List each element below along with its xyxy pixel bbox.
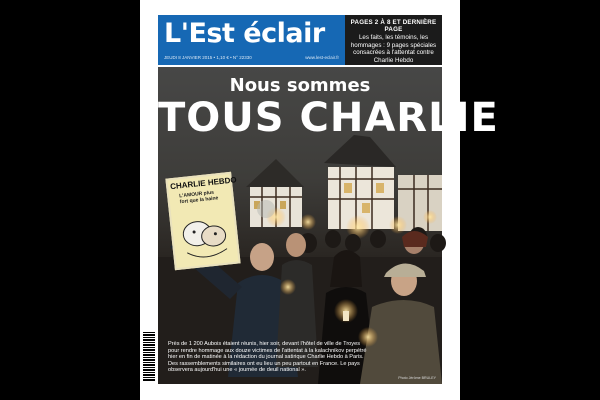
photo-credit: Photo Jérôme BRULEY <box>398 376 436 380</box>
newspaper-front-page <box>140 0 499 400</box>
newspaper-logo: L'Est éclair <box>164 18 325 49</box>
teaser-pages: PAGES 2 À 8 ET DERNIÈRE PAGE <box>350 19 437 33</box>
sign-subtitle: L'AMOUR plus fort que la haine <box>178 189 219 206</box>
masthead <box>158 15 442 65</box>
teaser-text: Les faits, les témoins, les hommages : 9 pages spéciales consacrées à l'attentat contre Charlie Hebdo <box>350 34 437 64</box>
charlie-hebdo-sign <box>165 172 240 270</box>
issue-dateline: JEUDI 8 JANVIER 2015 • 1,10 € • N° 22330 <box>164 55 252 60</box>
teaser-box <box>345 15 442 65</box>
headline-kicker: Nous sommes <box>229 75 371 96</box>
cartoon-drawing <box>173 204 237 266</box>
headline-main: TOUS CHARLIE <box>158 95 499 141</box>
masthead-logo-box <box>158 15 345 65</box>
cover-photo <box>158 67 499 384</box>
barcode <box>143 332 155 382</box>
website-url: www.lest-eclair.fr <box>305 55 339 60</box>
photo-caption: Près de 1 200 Aubois étaient réunis, hier soir, devant l'hôtel de ville de Troyes pour rendre hommage aux douze victimes de l'attentat à la kalachnikov perpétré hier en fin de matinée à la rédaction du journal satirique Charlie Hebdo à Paris. Des rassemblements similaires ont eu lieu un peu partout en France. Le pays observera aujourd'hui une « journée de deuil national ». <box>168 341 367 374</box>
sign-title: CHARLIE HEBDO <box>169 175 238 192</box>
